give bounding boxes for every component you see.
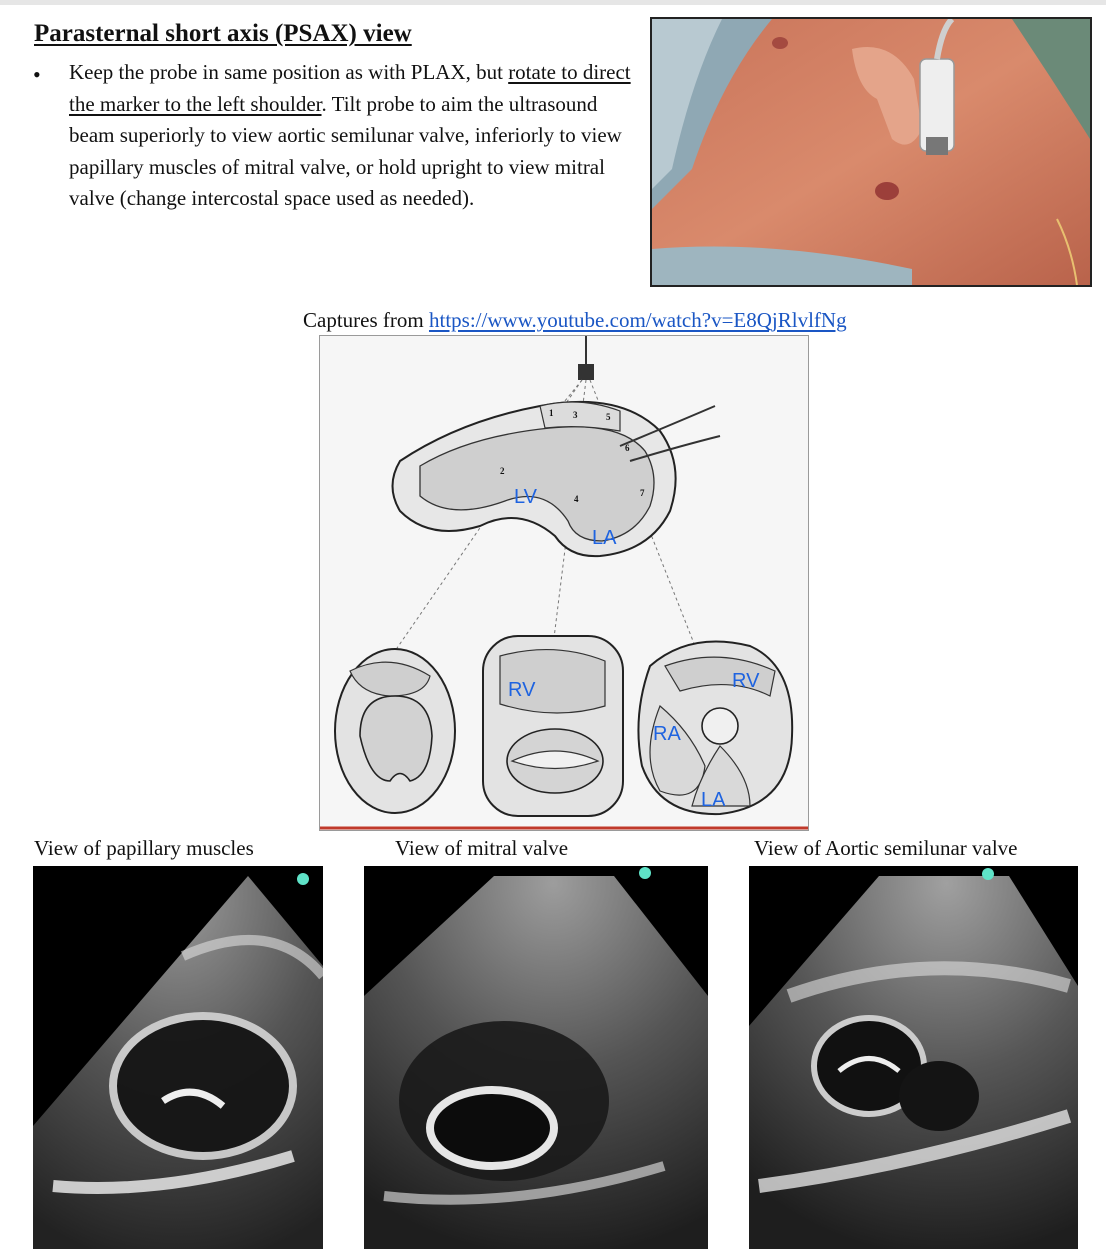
psax-heart-diagram	[319, 335, 809, 831]
marker-dot-icon	[639, 867, 651, 879]
label-rv-mid: RV	[508, 679, 536, 701]
label-la-bottom: LA	[701, 789, 726, 811]
page-title: Parasternal short axis (PSAX) view	[34, 20, 412, 47]
caption-papillary: View of papillary muscles	[34, 836, 254, 860]
echo-mitral-image	[364, 866, 708, 1249]
instruction-underlined: rotate to direct the marker to the left shoulder	[69, 60, 631, 116]
caption-aortic: View of Aortic semilunar valve	[754, 836, 1018, 860]
number-5: 5	[606, 412, 611, 422]
caption-mitral: View of mitral valve	[395, 836, 569, 860]
label-la-top: LA	[592, 527, 617, 549]
video-link[interactable]: https://www.youtube.com/watch?v=E8QjRlvlfNg	[428, 308, 847, 332]
number-3: 3	[573, 410, 578, 420]
number-1: 1	[549, 408, 554, 418]
echo-papillary-image	[33, 866, 323, 1249]
number-4: 4	[574, 494, 579, 504]
instruction-paragraph	[69, 57, 639, 215]
captures-credit	[303, 308, 847, 333]
label-ra: RA	[653, 723, 681, 745]
label-rv-right: RV	[732, 670, 760, 692]
echo-aortic-image	[749, 866, 1078, 1249]
instruction-part-1: Keep the probe in same position as with PLAX, but	[69, 60, 509, 84]
label-lv: LV	[514, 486, 537, 508]
top-rule	[0, 0, 1106, 5]
probe-placement-photo	[650, 17, 1092, 287]
number-6: 6	[625, 443, 630, 453]
bullet-icon: •	[33, 62, 41, 87]
captures-prefix: Captures from	[303, 308, 429, 332]
number-2: 2	[500, 466, 505, 476]
number-7: 7	[640, 488, 645, 498]
marker-dot-icon	[982, 868, 994, 880]
instruction-part-2: . Tilt probe to aim the ultrasound beam superiorly to view aortic semilunar valve, inferiorly to view papillary muscles of mitral valve, or hold upright to view mitral valve (change intercostal space used as needed).	[69, 91, 622, 211]
marker-dot-icon	[297, 873, 309, 885]
